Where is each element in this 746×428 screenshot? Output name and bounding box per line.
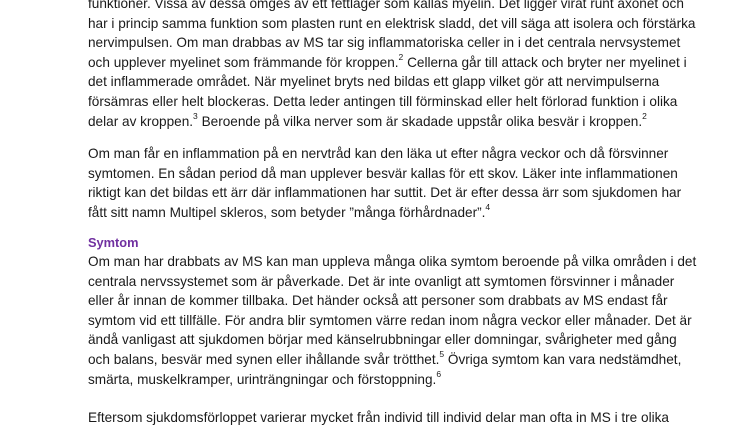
footnote-ref: 2	[398, 52, 404, 63]
text-line: symtomen. En sådan period då man upplever besvär kallas för ett skov. Läker inte inflammationen	[88, 165, 678, 181]
text-line	[88, 370, 708, 390]
text-line	[88, 203, 708, 223]
text-line: eller år innan de kommer tillbaka. Det händer också att personer som drabbats av MS endast får	[88, 293, 668, 309]
text-segment: smärta, muskelkramper, urinträngningar och förstoppning.	[88, 371, 437, 387]
text-line: Om man har drabbats av MS kan man uppleva många olika symtom beroende på vilka områden i det	[88, 254, 697, 269]
text-segment: Övriga symtom kan vara nedstämdhet,	[447, 351, 682, 367]
text-line: centrala nervssystemet som är påverkade. Det är inte ovanligt att symtomen försvinner i månader	[88, 273, 675, 289]
text-line: det inflammerade området. När myelinet bryts ned bildas ett glapp vilket gör att nervimpulserna	[88, 74, 660, 90]
paragraph-symptoms	[88, 252, 708, 389]
text-line: ändå vanligast att sjukdomen börjar med känselrubbningar eller domningar, svårigheter med gång	[88, 332, 677, 348]
text-line: Eftersom sjukdomsförloppet varierar mycket från individ till individ delar man ofta in MS i tre olika	[88, 410, 669, 425]
text-segment: Beroende på vilka nerver som är skadade uppstår olika besvär i kroppen.	[201, 113, 643, 129]
text-segment: och upplever myelinet som främmande för kroppen.	[88, 54, 399, 70]
section-heading-symtom: Symtom	[88, 235, 139, 250]
text-line	[88, 53, 708, 73]
paragraph-myelin	[88, 0, 708, 131]
text-line: har i princip samma funktion som plasten runt en elektrisk sladd, det vill säga att isolera och förstärka	[88, 15, 696, 31]
footnote-ref: 6	[436, 369, 442, 380]
text-line	[88, 350, 708, 370]
text-line	[88, 112, 708, 132]
text-segment: Cellerna går till attack och bryter ner myelinet i	[407, 54, 687, 70]
text-segment: och balans, besvär med synen eller ihållande svår trötthet.	[88, 351, 440, 367]
text-line: funktioner. Vissa av dessa omges av ett fettlager som kallas myelin. Det ligger virat runt axonet och	[88, 0, 684, 11]
footnote-ref: 4	[485, 202, 491, 213]
text-line: symtom vid ett tillfälle. För andra blir symtomen värre redan inom några veckor eller månader. Det är	[88, 312, 692, 328]
text-segment: delar av kroppen.	[88, 113, 194, 129]
footnote-ref: 3	[193, 111, 198, 122]
paragraph-disease-course	[88, 408, 708, 428]
text-segment: fått sitt namn Multipel skleros, som betyder ”många förhårdnader”.	[88, 204, 486, 220]
text-line: försämras eller helt blockeras. Detta leder antingen till förminskad eller helt förlorad funktion i olika	[88, 93, 678, 109]
text-line: nervimpulsen. Om man drabbas av MS tar sig inflammatoriska celler in i det centrala nervsystemet	[88, 35, 681, 51]
text-line: Om man får en inflammation på en nervtråd kan den läka ut efter några veckor och då försvinner	[88, 146, 669, 161]
footnote-ref: 5	[439, 349, 445, 360]
paragraph-inflammation	[88, 144, 708, 222]
text-line: riktigt kan det bildas ett ärr där inflammationen har suttit. Det är efter dessa ärr som sjukdomen har	[88, 185, 682, 201]
footnote-ref: 2	[642, 111, 647, 122]
